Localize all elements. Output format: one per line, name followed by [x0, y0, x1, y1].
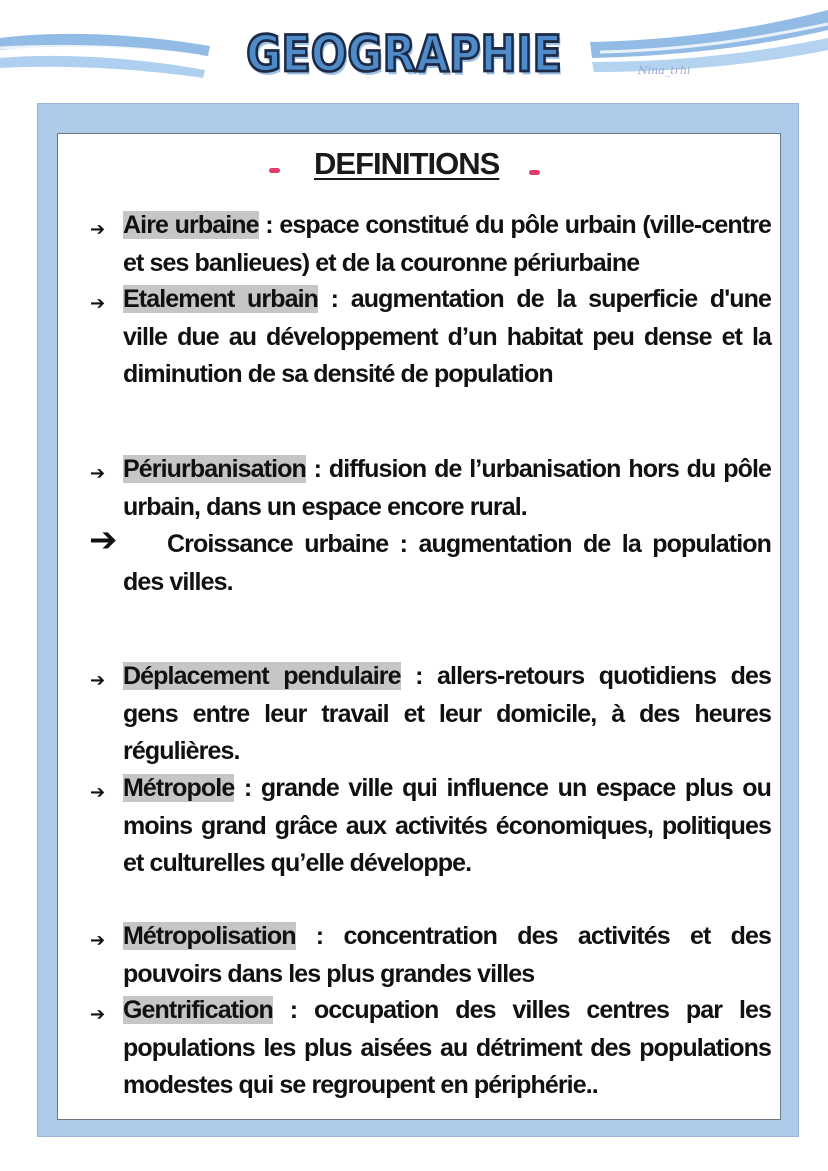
- definition-item: [123, 207, 771, 282]
- definition-term: Aire urbaine: [123, 211, 259, 239]
- arrow-bullet-icon: ➔: [90, 219, 106, 239]
- definition-item: [123, 451, 771, 526]
- arrow-bullet-icon: ➔: [90, 1004, 106, 1024]
- definition-item: [123, 992, 771, 1105]
- definition-text: : grande ville qui influence un espace plus ou moins grand grâce aux activités économiques, politiques et culturelles qu’elle développe.: [123, 774, 771, 877]
- section-title: DEFINITIONS: [314, 146, 500, 181]
- definition-item: [123, 281, 771, 394]
- definition-item: [123, 770, 771, 883]
- definition-term: Périurbanisation: [123, 455, 306, 483]
- author-signature: Nina_trhi: [638, 64, 691, 77]
- arrow-bullet-icon: ➔: [90, 670, 106, 690]
- definition-text: : occupation des villes centres par les populations les plus aisées au détriment des populations modestes qui se regroupent en périphérie..: [123, 996, 771, 1099]
- definition-term: Etalement urbain: [123, 285, 319, 313]
- accent-dash-left: [269, 168, 280, 173]
- accent-dash-right: [529, 170, 540, 175]
- definition-term: Métropolisation: [123, 922, 296, 950]
- arrow-bullet-large-icon: ➔: [89, 521, 118, 559]
- definition-text: : concentration des activités et des pouvoirs dans les plus grandes villes: [123, 922, 771, 988]
- definition-term: Métropole: [123, 774, 235, 802]
- definition-item: [123, 658, 771, 771]
- arrow-bullet-icon: ➔: [90, 930, 106, 950]
- arrow-bullet-icon: ➔: [90, 463, 106, 483]
- definition-text: : augmentation de la superficie d'une ville due au développement d’un habitat peu dense et la diminution de sa densité de population: [123, 285, 772, 388]
- definition-term: Gentrification: [123, 996, 273, 1024]
- page-title: GEOGRAPHIE: [246, 26, 562, 84]
- definition-term: Croissance urbaine: [167, 530, 389, 558]
- definition-text: : diffusion de l’urbanisation hors du pôle urbain, dans un espace encore rural.: [123, 455, 771, 521]
- definition-text: : allers-retours quotidiens des gens entre leur travail et leur domicile, à des heures régulières.: [123, 662, 771, 765]
- definition-text: : espace constitué du pôle urbain (ville-centre et ses banlieues) et de la couronne périurbaine: [123, 211, 771, 277]
- definition-term: Déplacement pendulaire: [123, 662, 401, 690]
- arrow-bullet-icon: ➔: [90, 782, 106, 802]
- definition-item: [123, 526, 771, 601]
- definition-item: [123, 918, 771, 993]
- definition-text: : augmentation de la population des villes.: [123, 530, 771, 596]
- arrow-bullet-icon: ➔: [90, 293, 106, 313]
